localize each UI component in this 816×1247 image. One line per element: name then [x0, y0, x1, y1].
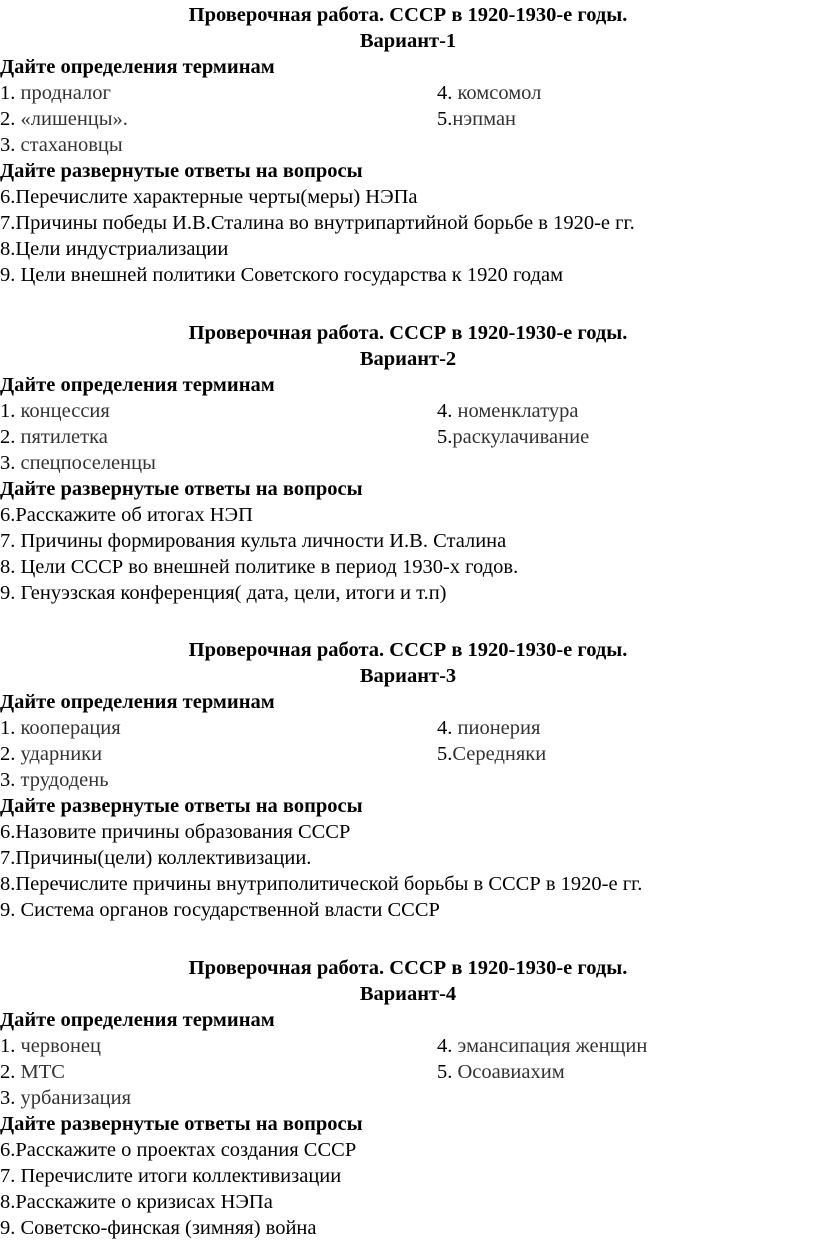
test-title: Проверочная работа. СССР в 1920-1930-е годы.: [188, 957, 628, 979]
term-2: [0, 424, 108, 450]
term-1: [0, 1033, 101, 1059]
question-8: 8.Цели индустриализации: [0, 238, 229, 260]
variant-label: Вариант-2: [359, 348, 457, 370]
term-text: продналог: [20, 82, 111, 104]
test-title: Проверочная работа. СССР в 1920-1930-е годы.: [188, 322, 628, 344]
term-5: [437, 424, 589, 450]
question-6: 6.Назовите причины образования СССР: [0, 821, 351, 843]
term-2: [0, 106, 128, 132]
term-number: 4.: [437, 717, 453, 739]
term-text: номенклатура: [457, 400, 579, 422]
test-title: Проверочная работа. СССР в 1920-1930-е годы.: [188, 639, 628, 661]
question-9: 9. Генуэзская конференция( дата, цели, итоги и т.п): [0, 582, 447, 604]
question-7: 7. Перечислите итоги коллективизации: [0, 1165, 342, 1187]
question-7: 7.Причины(цели) коллективизации.: [0, 847, 312, 869]
variant-label: Вариант-1: [359, 30, 457, 52]
question-8: 8.Расскажите о кризисах НЭПа: [0, 1191, 273, 1213]
term-text: урбанизация: [20, 1087, 132, 1109]
term-number: 5.: [437, 1061, 453, 1083]
question-8: 8.Перечислите причины внутриполитической борьбы в СССР в 1920-е гг.: [0, 873, 643, 895]
term-3: [0, 132, 123, 158]
term-1: [0, 398, 110, 424]
question-8: 8. Цели СССР во внешней политике в период 1930-х годов.: [0, 556, 519, 578]
terms-heading: Дайте определения терминам: [0, 56, 275, 78]
question-9: 9. Советско-финская (зимняя) война: [0, 1217, 317, 1239]
term-text: пионерия: [457, 717, 541, 739]
term-3: [0, 1085, 131, 1111]
question-9: 9. Цели внешней политики Советского государства к 1920 годам: [0, 264, 564, 286]
term-text: трудодень: [20, 769, 109, 791]
term-4: [437, 80, 541, 106]
questions-heading: Дайте развернутые ответы на вопросы: [0, 478, 363, 500]
term-5: [437, 106, 516, 132]
question-6: 6.Перечислите характерные черты(меры) НЭПа: [0, 186, 418, 208]
term-number: 4.: [437, 1035, 453, 1057]
questions-heading: Дайте развернутые ответы на вопросы: [0, 795, 363, 817]
term-5: [437, 741, 546, 767]
question-6: 6.Расскажите об итогах НЭП: [0, 504, 253, 526]
term-text: кооперация: [20, 717, 121, 739]
question-7: 7. Причины формирования культа личности И.В. Сталина: [0, 530, 507, 552]
term-text: «лишенцы».: [20, 108, 128, 130]
term-text: пятилетка: [20, 426, 108, 448]
term-text: стахановцы: [20, 134, 123, 156]
term-3: [0, 450, 156, 476]
term-number: 4.: [437, 82, 453, 104]
term-text: эмансипация женщин: [457, 1035, 648, 1057]
term-text: комсомол: [457, 82, 542, 104]
term-number: 3.: [0, 1087, 16, 1109]
term-number: 1.: [0, 1035, 16, 1057]
terms-heading: Дайте определения терминам: [0, 691, 275, 713]
term-1: [0, 80, 111, 106]
term-2: [0, 1059, 65, 1085]
terms-heading: Дайте определения терминам: [0, 374, 275, 396]
term-4: [437, 715, 540, 741]
term-number: 5.: [437, 426, 453, 448]
question-7: 7.Причины победы И.В.Сталина во внутрипартийной борьбе в 1920-е гг.: [0, 212, 635, 234]
term-number: 1.: [0, 717, 16, 739]
terms-heading: Дайте определения терминам: [0, 1009, 275, 1031]
term-3: [0, 767, 109, 793]
term-text: Осоавиахим: [457, 1061, 565, 1083]
term-1: [0, 715, 121, 741]
term-number: 3.: [0, 452, 16, 474]
variant-label: Вариант-4: [359, 983, 457, 1005]
question-6: 6.Расскажите о проектах создания СССР: [0, 1139, 357, 1161]
term-text: Середняки: [452, 743, 547, 765]
variant-label: Вариант-3: [359, 665, 457, 687]
term-number: 4.: [437, 400, 453, 422]
term-text: МТС: [20, 1061, 65, 1083]
term-text: раскулачивание: [452, 426, 590, 448]
term-text: концессия: [20, 400, 110, 422]
questions-heading: Дайте развернутые ответы на вопросы: [0, 1113, 363, 1135]
term-number: 2.: [0, 426, 16, 448]
term-2: [0, 741, 102, 767]
term-5: [437, 1059, 565, 1085]
term-number: 3.: [0, 769, 16, 791]
term-4: [437, 1033, 647, 1059]
term-number: 2.: [0, 743, 16, 765]
term-number: 2.: [0, 108, 16, 130]
term-number: 1.: [0, 400, 16, 422]
term-text: спецпоселенцы: [20, 452, 156, 474]
question-9: 9. Система органов государственной власти СССР: [0, 899, 440, 921]
questions-heading: Дайте развернутые ответы на вопросы: [0, 160, 363, 182]
term-4: [437, 398, 578, 424]
term-text: нэпман: [452, 108, 517, 130]
term-number: 3.: [0, 134, 16, 156]
term-text: ударники: [20, 743, 103, 765]
term-number: 1.: [0, 82, 16, 104]
term-number: 2.: [0, 1061, 16, 1083]
term-text: червонец: [20, 1035, 101, 1057]
term-number: 5.: [437, 743, 453, 765]
term-number: 5.: [437, 108, 453, 130]
test-title: Проверочная работа. СССР в 1920-1930-е годы.: [188, 4, 628, 26]
